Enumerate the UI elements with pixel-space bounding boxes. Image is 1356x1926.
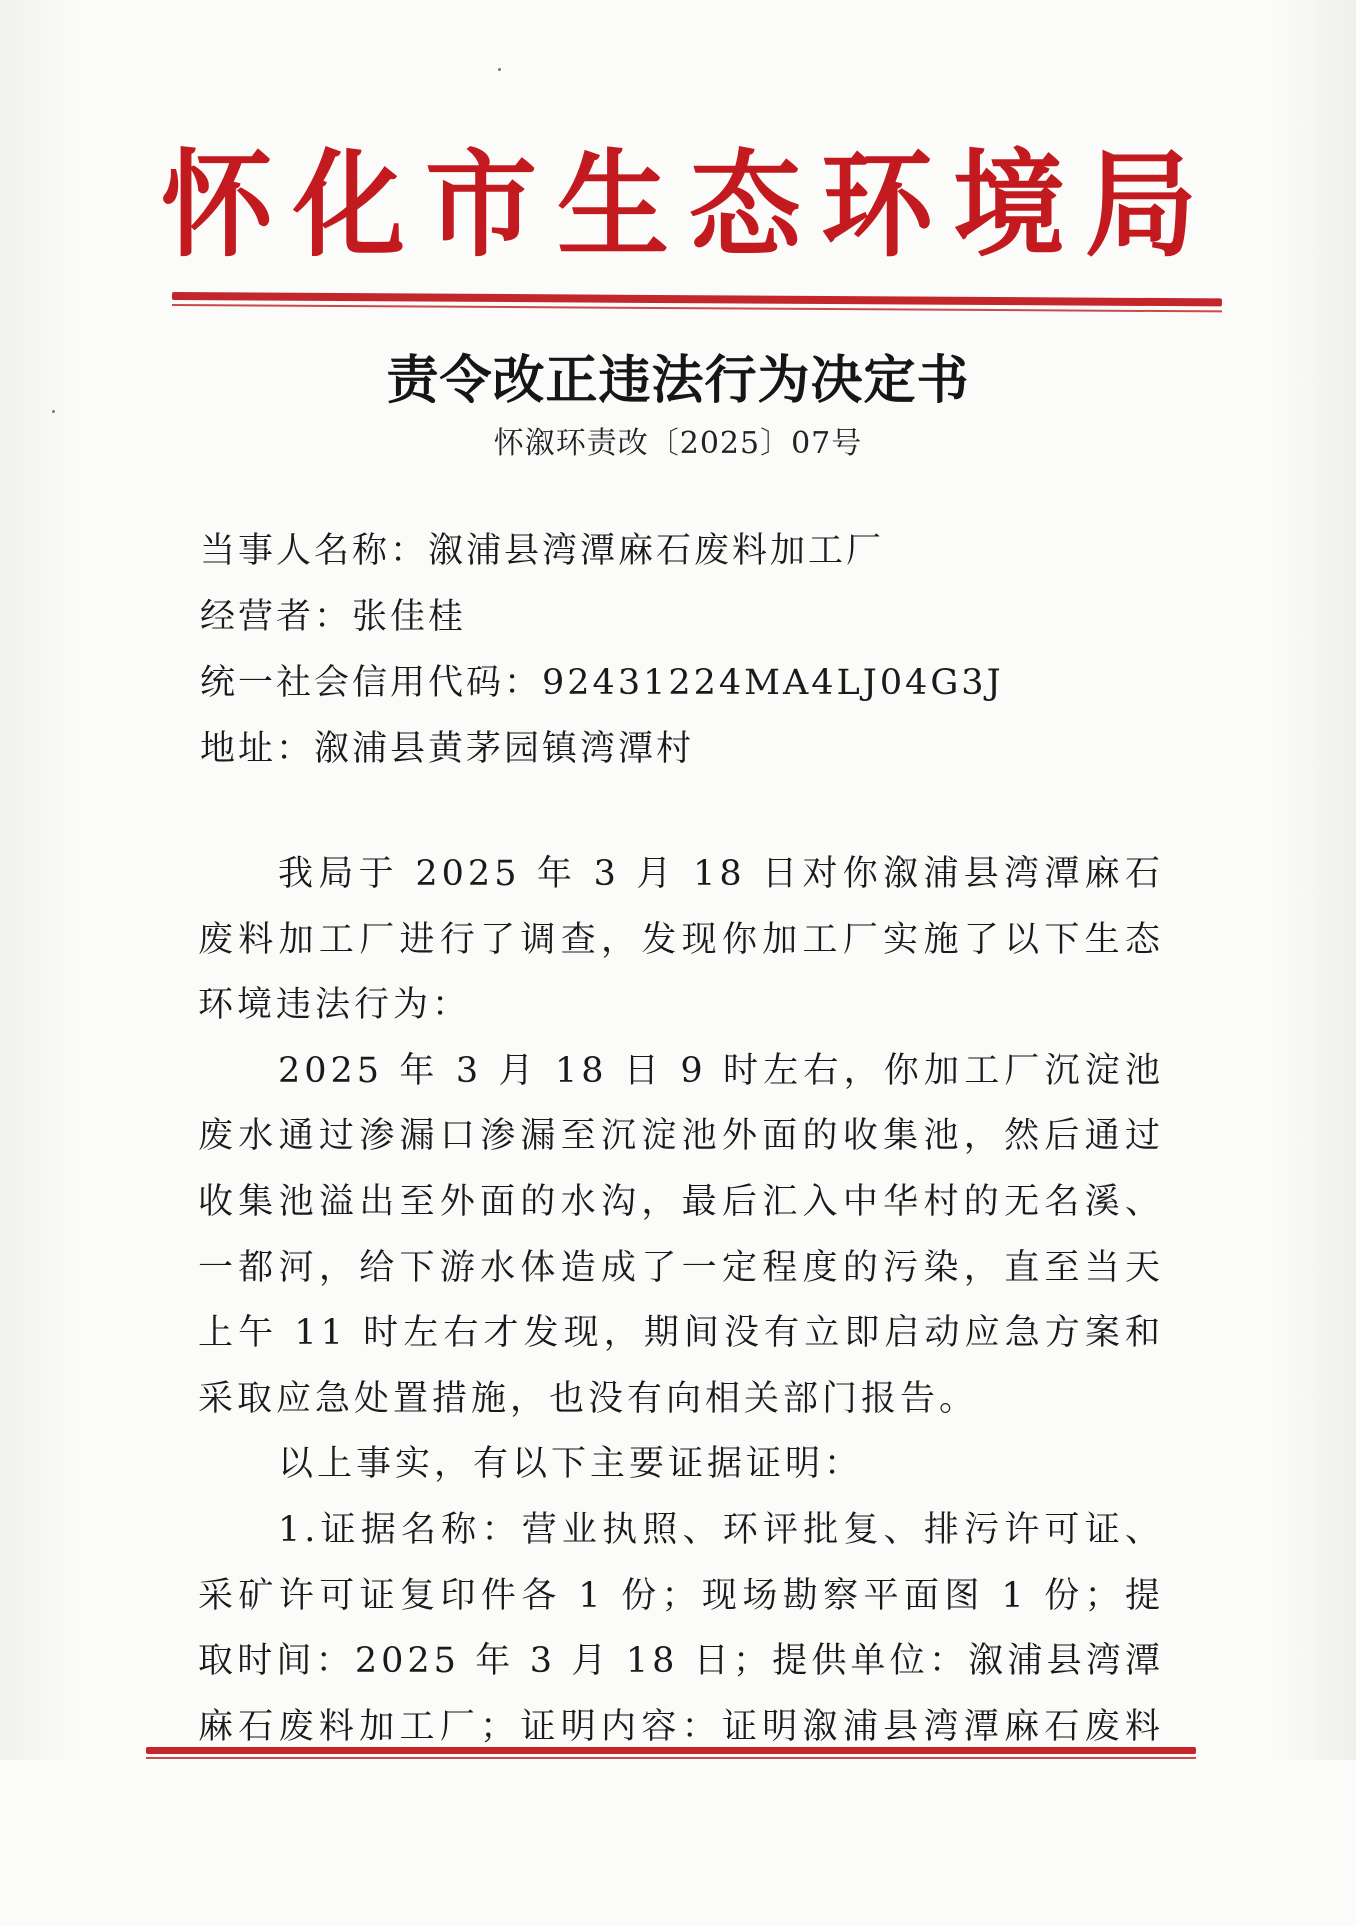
document-number: 怀溆环责改〔2025〕07号 — [493, 426, 863, 461]
party-name-label: 当事人名称： — [200, 531, 429, 571]
address-label: 地址： — [200, 729, 315, 769]
party-name-value: 溆浦县湾潭麻石废料加工厂 — [428, 531, 885, 571]
page-bottom-margin — [0, 1760, 1356, 1926]
credit-code-label: 统一社会信用代码： — [200, 663, 543, 703]
red-footer-rule — [146, 1747, 1196, 1754]
address-value: 溆浦县黄茅园镇湾潭村 — [314, 729, 695, 769]
party-information — [200, 518, 1200, 782]
party-name-line — [200, 518, 1200, 584]
body-paragraph: 我局于 2025 年 3 月 18 日对你溆浦县湾潭麻石废料加工厂进行了调查，发现你加工厂实施了以下生态环境违法行为： — [198, 854, 1164, 1026]
body-paragraph: 1.证据名称：营业执照、环评批复、排污许可证、采矿许可证复印件各 1 份；现场勘察平面图 1 份；提取时间：2025 年 3 月 18 日；提供单位：溆浦县湾潭麻石废料加工厂；证明内容：证明溆浦县湾潭麻石废料 — [198, 1509, 1164, 1747]
body-paragraph: 以上事实，有以下主要证据证明： — [278, 1444, 864, 1485]
operator-line — [200, 584, 1200, 650]
document-title: 责令改正违法行为决定书 — [386, 351, 970, 411]
operator-value: 张佳桂 — [352, 597, 467, 637]
red-footer-rule-thin — [146, 1757, 1196, 1759]
issuing-organization-title: 怀化市生态环境局 — [161, 139, 1217, 273]
scan-speck — [498, 68, 501, 71]
document-body — [198, 842, 1164, 1826]
address-line — [200, 716, 1200, 782]
operator-label: 经营者： — [200, 597, 353, 637]
credit-code-value: 92431224MA4LJ04G3J — [542, 663, 1004, 703]
credit-code-line — [200, 650, 1200, 716]
body-paragraph: 2025 年 3 月 18 日 9 时左右，你加工厂沉淀池废水通过渗漏口渗漏至沉淀池外面的收集池，然后通过收集池溢出至外面的水沟，最后汇入中华村的无名溪、一都河，给下游水体造成了一定程度的污染，直至当天上午 11 时左右才发现，期间没有立即启动应急方案和采取应急处置措施，也没有向相关部门报告。 — [198, 1050, 1164, 1419]
